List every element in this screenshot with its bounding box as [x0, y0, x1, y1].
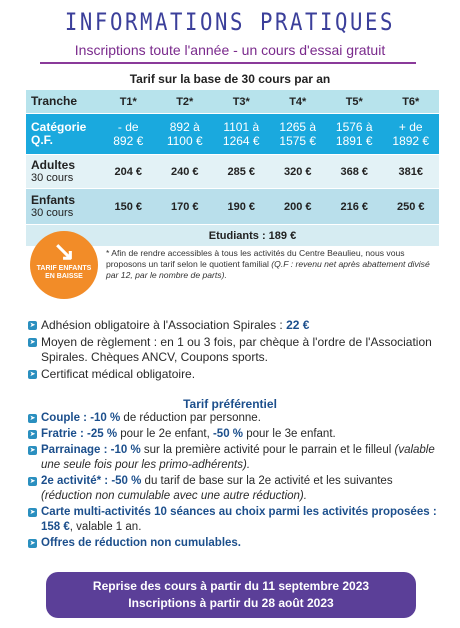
table-cell: 190 € [227, 200, 256, 213]
note-text: * Afin de rendre accessibles à tous les activités du Centre Beaulieu, nous vous proposons un tarif selon le quotient familial [106, 248, 405, 269]
table-cell: 216 € [340, 200, 369, 213]
table-cell: + de 1892 € [392, 120, 430, 148]
bullet-arrow-icon: ➤ [29, 339, 36, 346]
preferentiel-title: Tarif préférentiel [183, 397, 277, 411]
subtitle-underline [40, 62, 416, 64]
table-cell: 170 € [170, 200, 199, 213]
row-label: Adultes 30 cours [31, 157, 76, 184]
list-item: ➤ 2e activité* : -50 % du tarif de base sur la 2e activité et les suivantes (réduction non cumulable avec une autre réduction). [29, 475, 393, 502]
arrow-down-right-icon: ↘ [53, 236, 75, 266]
list-item: ➤ Couple : -10 % de réduction par personne. [29, 412, 261, 424]
list-item: ➤ Offres de réduction non cumulables. [29, 537, 242, 549]
page-title: INFORMATIONS PRATIQUES [64, 8, 396, 36]
table-row-adultes [26, 155, 439, 188]
table-cell: - de 892 € [113, 120, 144, 148]
table-row-categorie [26, 114, 439, 154]
table-cell: 1101 à 1264 € [222, 120, 260, 148]
table-cell: 381€ [398, 165, 423, 178]
bullet-arrow-icon: ➤ [29, 371, 36, 378]
page-subtitle: Inscriptions toute l'année - un cours d'essai gratuit [74, 42, 386, 58]
table-cell: 1265 à 1575 € [279, 120, 317, 148]
table-cell: 320 € [283, 165, 312, 178]
list-item: ➤ Parrainage : -10 % sur la première activité pour le parrain et le filleul (valable une seule fois pour les primo-adhérents). [29, 444, 435, 471]
row-label: Enfants 30 cours [31, 192, 76, 219]
table-cell: 892 à 1100 € [166, 120, 203, 148]
footer-line: Inscriptions à partir du 28 août 2023 [128, 596, 334, 610]
tarif-title: Tarif sur la base de 30 cours par an [129, 72, 331, 86]
table-cell: 150 € [114, 200, 143, 213]
bullet-arrow-icon: ➤ [29, 415, 36, 422]
info-list [28, 318, 438, 384]
column-header: T4* [289, 95, 307, 108]
row-label: Catégorie Q.F. [31, 120, 87, 147]
list-item: ➤ Moyen de règlement : en 1 ou 3 fois, par chèque à l'ordre de l'Association Spirales. Chèques ANCV, Coupons sports. [29, 335, 432, 364]
bullet-arrow-icon: ➤ [29, 509, 36, 516]
column-header: T1* [119, 95, 137, 108]
table-cell: 368 € [340, 165, 369, 178]
badge-text: TARIF ENFANTS EN BAISSE [36, 265, 92, 280]
table-row-enfants [26, 189, 439, 224]
list-item: ➤ Carte multi-activités 10 séances au choix parmi les activités proposées : 158 €, valable 1 an. [29, 506, 437, 533]
table-cell: 240 € [170, 165, 199, 178]
bullet-arrow-icon: ➤ [29, 478, 36, 485]
bullet-arrow-icon: ➤ [29, 431, 36, 438]
column-header: T6* [402, 95, 420, 108]
footer-banner [46, 572, 416, 618]
preferentiel-list [28, 411, 438, 552]
bullet-arrow-icon: ➤ [29, 322, 36, 329]
bullet-arrow-icon: ➤ [29, 540, 36, 547]
column-header: T2* [176, 95, 194, 108]
list-item: ➤ Adhésion obligatoire à l'Association Spirales : 22 € [29, 318, 310, 332]
etudiants-price: Etudiants : 189 € [208, 229, 297, 242]
table-header-row [26, 90, 439, 113]
column-header: T5* [345, 95, 363, 108]
note-italic: (Q.F : revenu net après abattement divisé par 12, par le nombre de parts). [106, 259, 430, 280]
quotient-note [106, 248, 436, 281]
list-item: ➤ Fratrie : -25 % pour le 2e enfant, -50 % pour le 3e enfant. [29, 428, 336, 440]
column-header: Tranche [31, 94, 78, 108]
footer-line: Reprise des cours à partir du 11 septembre 2023 [92, 579, 370, 593]
bullet-arrow-icon: ➤ [29, 447, 36, 454]
table-cell: 285 € [227, 165, 256, 178]
table-cell: 1576 à 1891 € [335, 120, 373, 148]
table-cell: 204 € [114, 165, 143, 178]
tarif-enfants-badge [30, 231, 98, 299]
table-cell: 250 € [396, 200, 425, 213]
table-cell: 200 € [283, 200, 312, 213]
column-header: T3* [232, 95, 250, 108]
list-item: ➤ Certificat médical obligatoire. [29, 367, 196, 381]
